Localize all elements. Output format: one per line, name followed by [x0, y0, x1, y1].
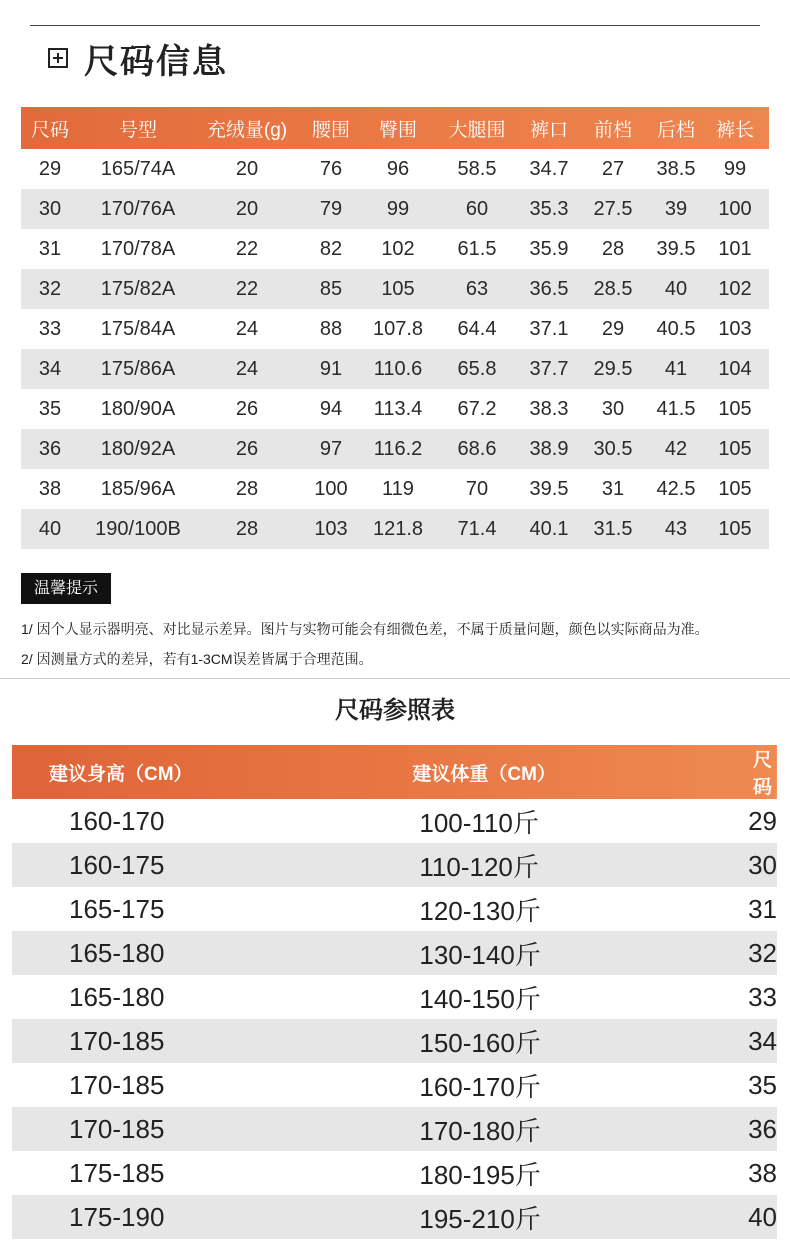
cell-height: 175-190 [69, 1201, 165, 1232]
cell-hip: 96 [386, 157, 410, 180]
cell-front-rise: 27.5 [593, 197, 633, 220]
cell-size: 34 [748, 1025, 777, 1056]
cell-length: 100 [718, 197, 752, 220]
cell-thigh: 71.4 [457, 517, 497, 540]
cell-waist: 79 [319, 197, 343, 220]
cell-size: 29 [38, 157, 62, 180]
cell-thigh: 65.8 [457, 357, 497, 380]
cell-fit: 175/82A [100, 277, 176, 300]
cell-length: 99 [723, 157, 747, 180]
size-info-table [21, 107, 769, 549]
plus-square-icon [48, 48, 68, 68]
header-waist: 腰围 [311, 119, 350, 141]
cell-size: 33 [748, 981, 777, 1012]
cell-waist: 94 [319, 397, 343, 420]
cell-waist: 91 [319, 357, 343, 380]
cell-length: 105 [718, 437, 752, 460]
cell-size: 36 [38, 437, 62, 460]
cell-fit: 190/100B [95, 517, 181, 540]
cell-weight: 130-140斤 [419, 939, 541, 970]
cell-down-fill: 24 [235, 317, 259, 340]
cell-height: 175-185 [69, 1157, 165, 1188]
cell-hem: 39.5 [529, 477, 569, 500]
cell-weight: 100-110斤 [419, 807, 539, 838]
cell-weight: 150-160斤 [419, 1027, 541, 1058]
cell-front-rise: 29.5 [593, 357, 633, 380]
header-front-rise: 前档 [593, 119, 632, 141]
cell-height: 160-170 [69, 805, 165, 836]
cell-back-rise: 40 [664, 277, 688, 300]
table-row [12, 931, 777, 975]
cell-hem: 34.7 [529, 157, 569, 180]
cell-size: 40 [748, 1201, 777, 1232]
cell-weight: 170-180斤 [419, 1115, 541, 1146]
cell-waist: 103 [314, 517, 348, 540]
cell-size: 38 [38, 477, 62, 500]
reference-header-row [12, 745, 777, 799]
cell-down-fill: 22 [235, 277, 259, 300]
table-row [21, 189, 769, 229]
tip-note-1: 1/ 因个人显示器明亮、对比显示差异。图片与实物可能会有细微色差，不属于质量问题，颜色以实际商品为准。 [21, 621, 709, 637]
cell-size: 29 [748, 805, 777, 836]
table-row [21, 309, 769, 349]
cell-fit: 175/84A [100, 317, 176, 340]
table-row [12, 1107, 777, 1151]
table-row [12, 887, 777, 931]
cell-hem: 36.5 [529, 277, 569, 300]
cell-length: 101 [718, 237, 752, 260]
cell-weight: 110-120斤 [419, 851, 539, 882]
cell-size: 35 [748, 1069, 777, 1100]
section-title: 尺码信息 [84, 42, 228, 81]
cell-hem: 35.9 [529, 237, 569, 260]
cell-thigh: 63 [465, 277, 489, 300]
cell-height: 170-185 [69, 1025, 165, 1056]
cell-size: 33 [38, 317, 62, 340]
cell-back-rise: 42 [664, 437, 688, 460]
cell-down-fill: 20 [235, 197, 259, 220]
cell-back-rise: 42.5 [656, 477, 696, 500]
cell-waist: 100 [314, 477, 348, 500]
cell-fit: 185/96A [100, 477, 176, 500]
table-row [21, 509, 769, 549]
header-back-rise: 后档 [656, 119, 695, 141]
header-length: 裤长 [715, 119, 754, 141]
table-row [12, 1151, 777, 1195]
cell-down-fill: 26 [235, 397, 259, 420]
cell-size: 30 [748, 849, 777, 880]
tip-note-2: 2/ 因测量方式的差异，若有1-3CM误差皆属于合理范围。 [21, 651, 373, 667]
size-table-header-row [21, 107, 769, 149]
header-thigh: 大腿围 [448, 119, 506, 141]
header-hem: 裤口 [529, 119, 568, 141]
cell-size: 32 [748, 937, 777, 968]
cell-size: 40 [38, 517, 62, 540]
cell-length: 105 [718, 517, 752, 540]
cell-length: 105 [718, 397, 752, 420]
header-size: 尺码 [753, 750, 773, 798]
top-divider [30, 25, 760, 26]
cell-size: 32 [38, 277, 62, 300]
cell-height: 170-185 [69, 1069, 165, 1100]
cell-height: 170-185 [69, 1113, 165, 1144]
cell-down-fill: 20 [235, 157, 259, 180]
cell-weight: 140-150斤 [419, 983, 541, 1014]
cell-fit: 165/74A [100, 157, 176, 180]
cell-thigh: 64.4 [457, 317, 497, 340]
table-row [12, 1019, 777, 1063]
table-row [21, 429, 769, 469]
cell-front-rise: 30 [601, 397, 625, 420]
table-row [21, 349, 769, 389]
cell-height: 160-175 [69, 849, 165, 880]
cell-size: 34 [38, 357, 62, 380]
cell-thigh: 60 [465, 197, 489, 220]
table-row [21, 149, 769, 189]
header-hip: 臀围 [378, 119, 417, 141]
cell-back-rise: 43 [664, 517, 688, 540]
cell-hip: 110.6 [373, 357, 423, 380]
section-divider [0, 678, 790, 679]
size-reference-table [12, 745, 777, 1239]
cell-weight: 180-195斤 [419, 1159, 541, 1190]
cell-down-fill: 26 [235, 437, 259, 460]
header-fit: 号型 [118, 119, 157, 141]
cell-size: 38 [748, 1157, 777, 1188]
cell-waist: 76 [319, 157, 343, 180]
table-row [21, 229, 769, 269]
cell-thigh: 61.5 [457, 237, 497, 260]
cell-back-rise: 39.5 [656, 237, 696, 260]
cell-waist: 82 [319, 237, 343, 260]
cell-length: 102 [718, 277, 752, 300]
cell-hem: 40.1 [529, 517, 569, 540]
cell-fit: 180/92A [100, 437, 176, 460]
cell-front-rise: 31.5 [593, 517, 633, 540]
cell-back-rise: 40.5 [656, 317, 696, 340]
cell-hem: 38.3 [529, 397, 569, 420]
warm-tips-badge: 温馨提示 [21, 573, 111, 604]
table-row [12, 843, 777, 887]
cell-hip: 105 [381, 277, 415, 300]
header-size: 尺码 [30, 119, 69, 141]
cell-fit: 170/78A [100, 237, 176, 260]
cell-waist: 88 [319, 317, 343, 340]
table-row [21, 389, 769, 429]
cell-hip: 116.2 [373, 437, 423, 460]
cell-front-rise: 29 [601, 317, 625, 340]
cell-thigh: 68.6 [457, 437, 497, 460]
cell-size: 35 [38, 397, 62, 420]
cell-back-rise: 38.5 [656, 157, 696, 180]
cell-fit: 180/90A [100, 397, 176, 420]
header-suggested-height: 建议身高（CM） [49, 763, 193, 785]
cell-down-fill: 22 [235, 237, 259, 260]
cell-front-rise: 27 [601, 157, 625, 180]
cell-weight: 160-170斤 [419, 1071, 541, 1102]
cell-thigh: 58.5 [457, 157, 497, 180]
table-row [12, 799, 777, 843]
cell-front-rise: 28 [601, 237, 625, 260]
cell-height: 165-180 [69, 981, 165, 1012]
cell-length: 104 [718, 357, 752, 380]
cell-height: 165-175 [69, 893, 165, 924]
section-header [48, 36, 228, 80]
cell-back-rise: 39 [664, 197, 688, 220]
table-row [12, 1195, 777, 1239]
table-row [21, 469, 769, 509]
cell-size: 36 [748, 1113, 777, 1144]
cell-weight: 195-210斤 [419, 1203, 541, 1234]
cell-hip: 107.8 [372, 317, 424, 340]
cell-back-rise: 41 [664, 357, 688, 380]
cell-hip: 113.4 [373, 397, 423, 420]
cell-hem: 37.1 [529, 317, 569, 340]
cell-hip: 121.8 [372, 517, 424, 540]
cell-hip: 102 [381, 237, 415, 260]
cell-height: 165-180 [69, 937, 165, 968]
cell-thigh: 67.2 [457, 397, 497, 420]
cell-waist: 85 [319, 277, 343, 300]
cell-weight: 120-130斤 [419, 895, 541, 926]
cell-down-fill: 28 [235, 517, 259, 540]
cell-waist: 97 [319, 437, 343, 460]
table-row [12, 1063, 777, 1107]
cell-thigh: 70 [465, 477, 489, 500]
cell-hem: 35.3 [529, 197, 569, 220]
cell-size: 30 [38, 197, 62, 220]
header-suggested-weight: 建议体重（CM） [412, 763, 556, 785]
cell-hip: 119 [382, 477, 414, 500]
cell-length: 103 [718, 317, 752, 340]
cell-front-rise: 30.5 [593, 437, 633, 460]
table-row [21, 269, 769, 309]
cell-front-rise: 28.5 [593, 277, 633, 300]
cell-down-fill: 24 [235, 357, 259, 380]
cell-size: 31 [748, 893, 777, 924]
cell-hem: 38.9 [529, 437, 569, 460]
cell-fit: 175/86A [100, 357, 176, 380]
cell-hem: 37.7 [529, 357, 569, 380]
reference-title: 尺码参照表 [335, 697, 455, 724]
cell-front-rise: 31 [601, 477, 625, 500]
cell-down-fill: 28 [235, 477, 259, 500]
table-row [12, 975, 777, 1019]
cell-size: 31 [38, 237, 62, 260]
cell-back-rise: 41.5 [656, 397, 696, 420]
cell-fit: 170/76A [100, 197, 176, 220]
header-down-fill: 充绒量(g) [206, 119, 288, 141]
cell-length: 105 [718, 477, 752, 500]
cell-hip: 99 [386, 197, 410, 220]
